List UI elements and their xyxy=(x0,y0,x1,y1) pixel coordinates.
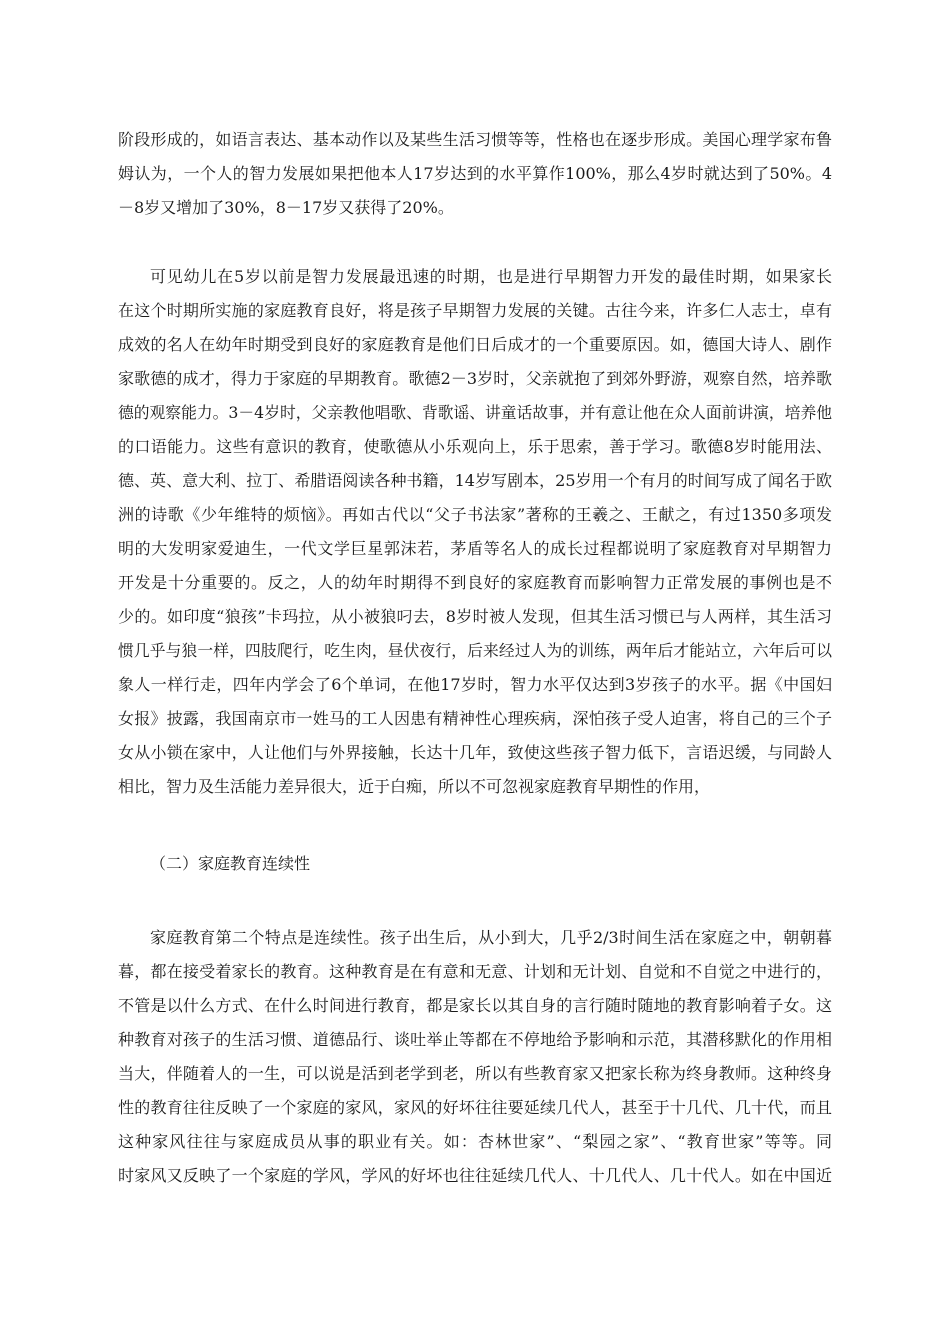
paragraph-2-line-13: 象人一样行走，四年内学会了6个单词，在他17岁时，智力水平仅达到3岁孩子的水平。据《中国妇 xyxy=(118,675,832,694)
paragraph-2-line-11: 少的。如印度“狼孩”卡玛拉，从小被狼叼去，8岁时被人发现，但其生活习惯已与人两样，其生活习 xyxy=(118,607,832,626)
paragraph-2-line-1: 可见幼儿在5岁以前是智力发展最迅速的时期，也是进行早期智力开发的最佳时期，如果家长 xyxy=(150,267,832,286)
paragraph-2-line-9: 明的大发明家爱迪生，一代文学巨星郭沫若，茅盾等名人的成长过程都说明了家庭教育对早期智力 xyxy=(118,539,832,558)
paragraph-3-line-7: 这种家风往往与家庭成员从事的职业有关。如：杏林世家”、“梨园之家”、“教育世家”等等。同 xyxy=(118,1132,832,1151)
paragraph-3-line-5: 当大，伴随着人的一生，可以说是活到老学到老，所以有些教育家又把家长称为终身教师。这种终身 xyxy=(118,1064,832,1083)
paragraph-2-line-10: 开发是十分重要的。反之，人的幼年时期得不到良好的家庭教育而影响智力正常发展的事例也是不 xyxy=(118,573,832,592)
paragraph-2-line-7: 德、英、意大利、拉丁、希腊语阅读各种书籍，14岁写剧本，25岁用一个有月的时间写成了闻名于欧 xyxy=(118,471,832,490)
paragraph-2-line-4: 家歌德的成才，得力于家庭的早期教育。歌德2－3岁时，父亲就抱了到郊外野游，观察自然，培养歌 xyxy=(118,369,832,388)
paragraph-2-line-2: 在这个时期所实施的家庭教育良好，将是孩子早期智力发展的关键。古往今来，许多仁人志士，卓有 xyxy=(118,301,832,320)
paragraph-2-line-14: 女报》披露，我国南京市一姓马的工人因患有精神性心理疾病，深怕孩子受人迫害，将自己的三个子 xyxy=(118,709,832,728)
paragraph-2-line-16: 相比，智力及生活能力差异很大，近于白痴，所以不可忽视家庭教育早期性的作用， xyxy=(118,777,711,796)
paragraph-3-line-8: 时家风又反映了一个家庭的学风，学风的好坏也往往延续几代人、十几代人、几十代人。如在中国近 xyxy=(118,1166,832,1185)
paragraph-2-line-5: 德的观察能力。3－4岁时，父亲教他唱歌、背歌谣、讲童话故事，并有意让他在众人面前讲演，培养他 xyxy=(118,403,832,422)
paragraph-3-line-2: 暮，都在接受着家长的教育。这种教育是在有意和无意、计划和无计划、自觉和不自觉之中进行的， xyxy=(118,962,832,981)
paragraph-1-line-2: 姆认为，一个人的智力发展如果把他本人17岁达到的水平算作100%，那么4岁时就达到了50%。4 xyxy=(118,164,832,183)
paragraph-2-line-8: 洲的诗歌《少年维特的烦恼》。再如古代以“父子书法家”著称的王羲之、王献之，有过1350多项发 xyxy=(118,505,832,524)
paragraph-3-line-3: 不管是以什么方式、在什么时间进行教育，都是家长以其自身的言行随时随地的教育影响着子女。这 xyxy=(118,996,832,1015)
paragraph-3-line-1: 家庭教育第二个特点是连续性。孩子出生后，从小到大，几乎2/3时间生活在家庭之中，朝朝暮 xyxy=(150,928,832,947)
paragraph-3-line-6: 性的教育往往反映了一个家庭的家风，家风的好坏往往要延续几代人，甚至于十几代、几十代，而且 xyxy=(118,1098,832,1117)
paragraph-2-line-15: 女从小锁在家中，人让他们与外界接触，长达十几年，致使这些孩子智力低下，言语迟缓，与同龄人 xyxy=(118,743,832,762)
paragraph-3-line-4: 种教育对孩子的生活习惯、道德品行、谈吐举止等都在不停地给予影响和示范，其潜移默化的作用相 xyxy=(118,1030,832,1049)
paragraph-2-line-12: 惯几乎与狼一样，四肢爬行，吃生肉，昼伏夜行，后来经过人为的训练，两年后才能站立，六年后可以 xyxy=(118,641,832,660)
paragraph-1-line-1: 阶段形成的，如语言表达、基本动作以及某些生活习惯等等，性格也在逐步形成。美国心理学家布鲁 xyxy=(118,130,832,149)
paragraph-2-line-3: 成效的名人在幼年时期受到良好的家庭教育是他们日后成才的一个重要原因。如，德国大诗人、剧作 xyxy=(118,335,832,354)
section-heading: （二）家庭教育连续性 xyxy=(150,854,311,873)
paragraph-2-line-6: 的口语能力。这些有意识的教育，使歌德从小乐观向上，乐于思索，善于学习。歌德8岁时能用法、 xyxy=(118,437,832,456)
paragraph-1-line-3: －8岁又增加了30%，8－17岁又获得了20%。 xyxy=(118,198,454,217)
